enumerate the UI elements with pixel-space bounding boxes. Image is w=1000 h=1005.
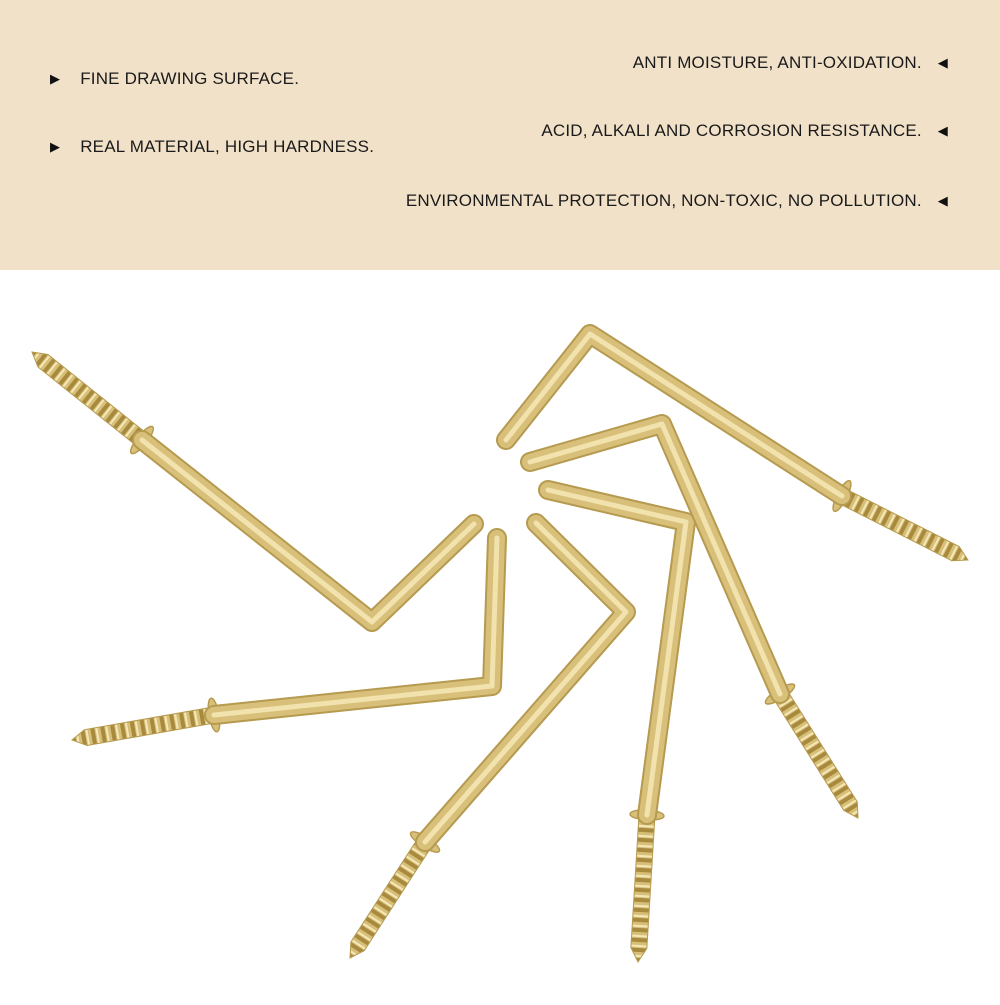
feature-fine-drawing-surface: ▶ FINE DRAWING SURFACE. bbox=[50, 68, 300, 88]
product-photo bbox=[0, 270, 1000, 1000]
feature-corrosion-resistance: ACID, ALKALI AND CORROSION RESISTANCE. ◀ bbox=[541, 120, 948, 140]
feature-environmental-protection: ENVIRONMENTAL PROTECTION, NON-TOXIC, NO POLLUTION. ◀ bbox=[405, 190, 948, 210]
triangle-left-icon: ◀ bbox=[937, 54, 948, 70]
thread-section bbox=[621, 809, 664, 963]
feature-anti-moisture: ANTI MOISTURE, ANTI-OXIDATION. ◀ bbox=[632, 52, 948, 72]
screw-hook bbox=[21, 339, 474, 622]
triangle-left-icon: ◀ bbox=[937, 192, 948, 208]
screw-hooks-illustration bbox=[0, 270, 1000, 1000]
hooks-group bbox=[21, 334, 975, 967]
thread-section bbox=[830, 479, 976, 576]
triangle-left-icon: ◀ bbox=[937, 122, 948, 138]
triangle-right-icon: ▶ bbox=[50, 70, 61, 86]
feature-real-material: ▶ REAL MATERIAL, HIGH HARDNESS. bbox=[50, 136, 375, 156]
triangle-right-icon: ▶ bbox=[50, 138, 61, 154]
feature-banner bbox=[0, 0, 1000, 270]
thread-section bbox=[69, 697, 222, 756]
screw-hook bbox=[336, 523, 626, 967]
